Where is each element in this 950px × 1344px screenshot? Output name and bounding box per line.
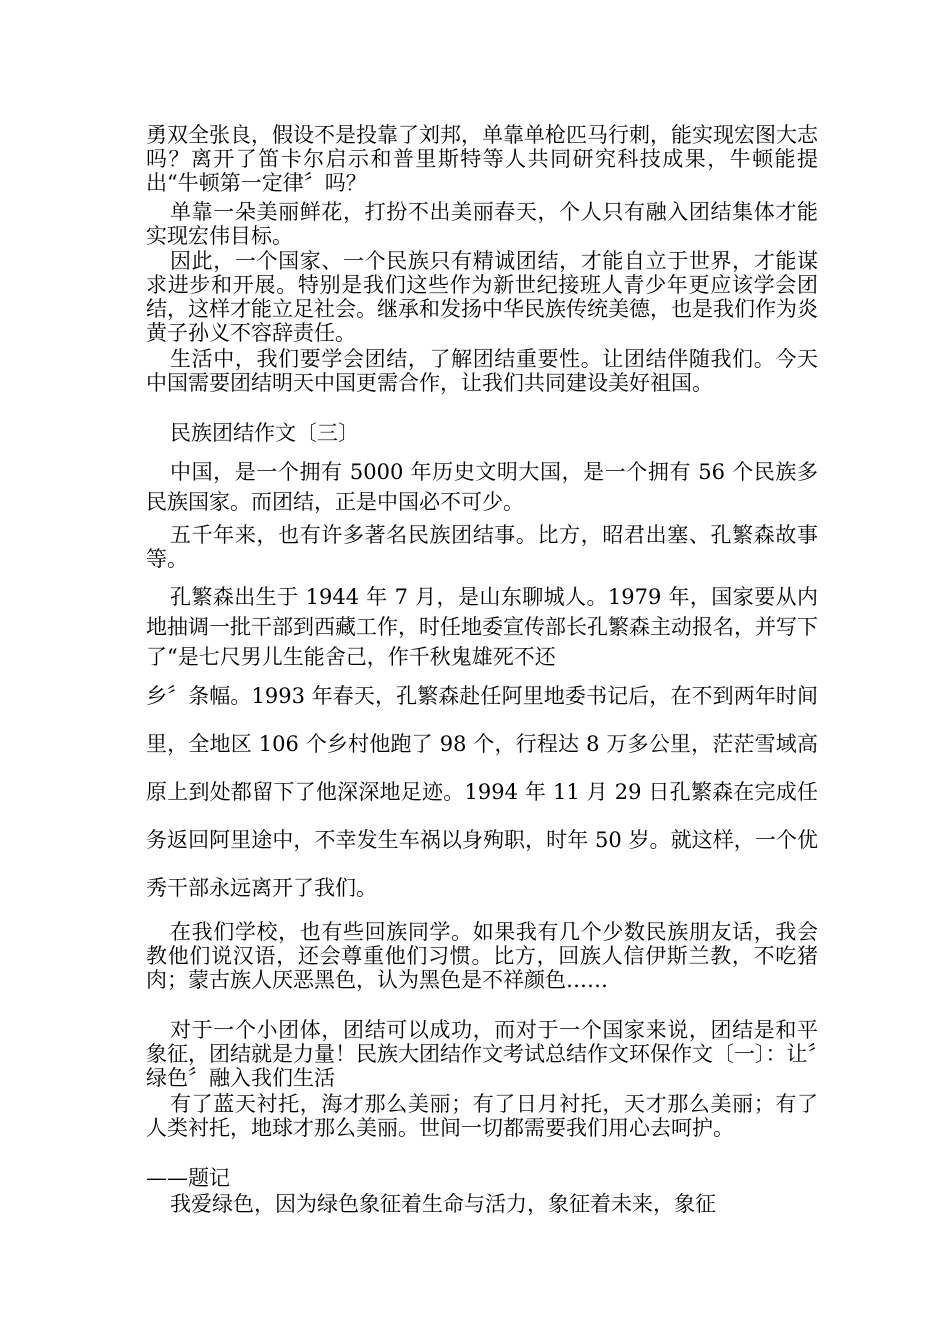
paragraph-kong-fansen-part1: 孔繁森出生于 1944 年 7 月，是山东聊城人。1979 年，国家要从内地抽调一批干部到西藏工作，时任地委宣传部长孔繁森主动报名，并写下了“是七尺男儿生能舍己，作千秋鬼雄死不还: [146, 585, 818, 669]
paragraph-famous-stories: 五千年来，也有许多著名民族团结事。比方，昭君出塞、孔繁森故事等。: [146, 523, 818, 571]
paragraph-school-hui: 在我们学校，也有些回族同学。如果我有几个少数民族朋友话，我会教他们说汉语，还会尊重他们习惯。比方，回族人信伊斯兰教，不吃猪肉；蒙古族人厌恶黑色，认为黑色是不祥颜色……: [146, 920, 818, 992]
paragraph-china-history: 中国，是一个拥有 5000 年历史文明大国，是一个拥有 56 个民族多民族国家。而团结，正是中国必不可少。: [146, 460, 818, 514]
paragraph-zhangliang-newton: 勇双全张良，假设不是投靠了刘邦，单靠单枪匹马行刺，能实现宏图大志吗？离开了笛卡尔启示和普里斯特等人共同研究科技成果，牛顿能提出“牛顿第一定律〞吗？: [146, 123, 818, 195]
paragraph-blue-sky: 有了蓝天衬托，海才那么美丽；有了日月衬托，天才那么美丽；有了人类衬托，地球才那么美丽。世间一切都需要我们用心去呵护。: [146, 1092, 818, 1140]
essay-title-three: 民族团结作文〔三〕: [170, 421, 359, 445]
paragraph-unity-power: 对于一个小团体，团结可以成功，而对于一个国家来说，团结是和平象征，团结就是力量！民族大团结作文考试总结作文环保作文〔一〕：让〞绿色〞融入我们生活: [146, 1018, 818, 1090]
epigraph-note: ——题记: [146, 1166, 230, 1190]
paragraph-daily-life: 生活中，我们要学会团结，了解团结重要性。让团结伴随我们。今天中国需要团结明天中国更需合作，让我们共同建设美好祖国。: [146, 347, 818, 395]
paragraph-single-flower: 单靠一朵美丽鲜花，打扮不出美丽春天，个人只有融入团结集体才能实现宏伟目标。: [146, 200, 818, 248]
paragraph-national-unity: 因此，一个国家、一个民族只有精诚团结，才能自立于世界，才能谋求进步和开展。特别是我们这些作为新世纪接班人青少年更应该学会团结，这样才能立足社会。继承和发扬中华民族传统美德，也是我们作为炎黄子孙义不容辞责任。: [146, 249, 818, 345]
paragraph-kong-fansen-part2: 乡〞条幅。1993 年春天，孔繁森赴任阿里地委书记后，在不到两年时间里，全地区 106 个乡村他跑了 98 个，行程达 8 万多公里，茫茫雪域高原上到处都留下了他深深地足迹。1994 年 11 月 29 日孔繁森在完成任务返回阿里途中，不幸发生车祸以身殉职，时年 50 岁。就这样，一个优秀干部永远离开了我们。: [146, 684, 818, 900]
paragraph-green: 我爱绿色，因为绿色象征着生命与活力，象征着未来，象征: [170, 1192, 716, 1216]
